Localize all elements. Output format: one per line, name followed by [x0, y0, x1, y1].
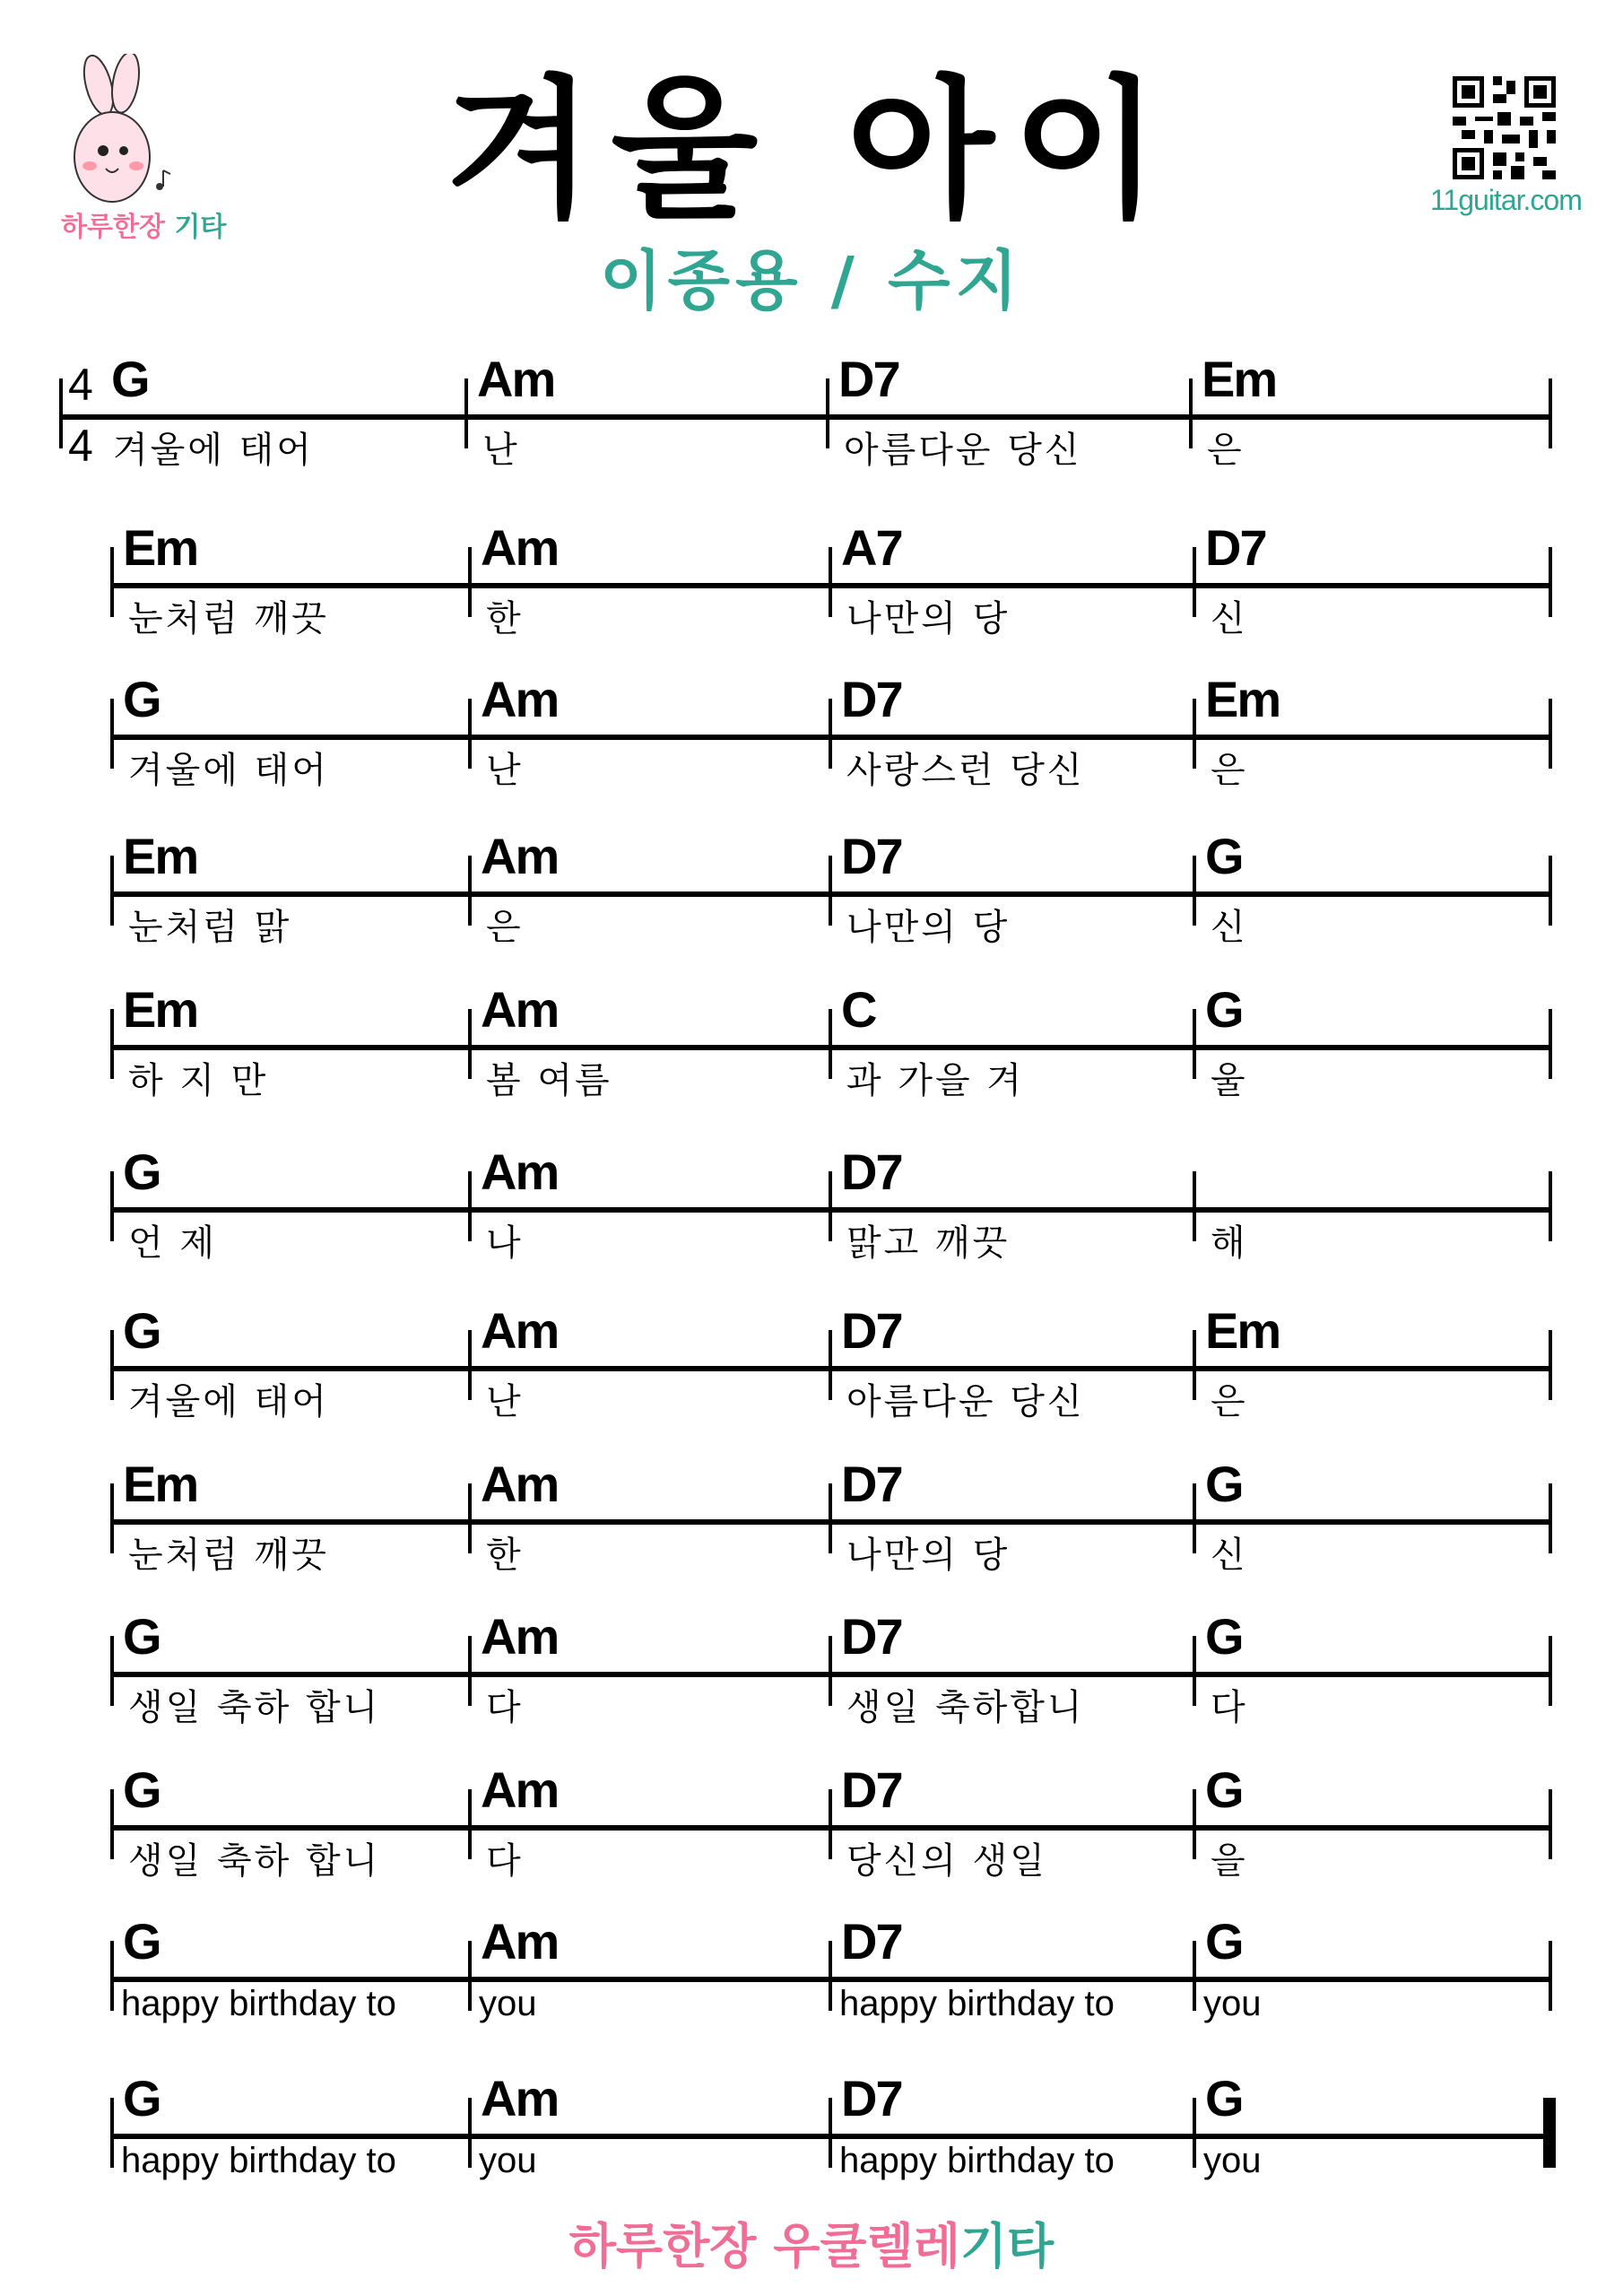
barline: [468, 547, 472, 617]
chord-label: Am: [481, 1302, 559, 1359]
barline: [110, 1636, 114, 1706]
lyric-text: 나만의 당: [846, 598, 1011, 639]
barline: [59, 378, 63, 448]
barline: [1549, 1789, 1552, 1859]
barline: [110, 699, 114, 769]
barline: [829, 1789, 832, 1859]
staff-row: [0, 351, 1623, 549]
barline: [829, 1330, 832, 1400]
lyric-text: 봄 여름: [486, 1060, 612, 1101]
lyric-text: 겨울에 태어: [128, 1381, 329, 1422]
lyric-text: 나만의 당: [846, 1535, 1011, 1576]
chord-label: Am: [481, 2070, 559, 2126]
chord-label: D7: [841, 671, 902, 727]
chord-label: D7: [841, 1302, 902, 1359]
chord-label: Am: [481, 1761, 559, 1818]
lyric-text: 겨울에 태어: [128, 750, 329, 791]
lyric-text: 난: [482, 430, 520, 471]
barline: [1193, 1330, 1196, 1400]
lyric-text: 나만의 당: [846, 907, 1011, 948]
barline: [110, 1009, 114, 1079]
barline: [1193, 547, 1196, 617]
chord-label: Am: [477, 351, 555, 407]
staff-row: [0, 1761, 1623, 1960]
barline: [110, 1483, 114, 1553]
chord-label: G: [123, 671, 161, 727]
lyric-text: 난: [486, 1381, 524, 1422]
lyric-text: 신: [1211, 907, 1248, 948]
staff-row: [0, 1913, 1623, 2111]
staff-row: [0, 828, 1623, 1026]
lyric-text: happy birthday to: [839, 1984, 1115, 2023]
chord-label: G: [1205, 2070, 1243, 2126]
chord-label: Em: [123, 519, 198, 576]
lyric-text: 언 제: [128, 1222, 217, 1264]
barline: [829, 1171, 832, 1241]
barline: [829, 547, 832, 617]
barline: [110, 856, 114, 926]
footer-pink-text: 하루한장 우쿨렐레: [568, 2218, 960, 2274]
lyric-text: 아름다운 당신: [844, 430, 1082, 471]
lyric-text: 신: [1211, 1535, 1248, 1576]
barline: [468, 1330, 472, 1400]
chord-label: Am: [481, 981, 559, 1038]
barline: [468, 2098, 472, 2168]
lyric-text: 울: [1211, 1060, 1248, 1101]
chord-label: Em: [123, 981, 198, 1038]
chord-label: Am: [481, 1608, 559, 1665]
barline: [1549, 1330, 1552, 1400]
lyric-text: 나: [486, 1222, 524, 1264]
staff-row: [0, 1456, 1623, 1654]
chord-label: Am: [481, 671, 559, 727]
chord-label: C: [841, 981, 876, 1038]
lyric-text: 겨울에 태어: [113, 430, 314, 471]
barline: [468, 1636, 472, 1706]
lyric-text: 생일 축하 합니: [128, 1840, 381, 1882]
barline: [110, 547, 114, 617]
barline: [1193, 856, 1196, 926]
lyric-text: you: [1203, 2141, 1262, 2180]
chord-label: G: [123, 1913, 161, 1970]
barline: [1549, 378, 1552, 448]
chord-label: G: [1205, 1608, 1243, 1665]
chord-label: G: [123, 1761, 161, 1818]
barline: [1193, 1636, 1196, 1706]
barline: [1549, 1171, 1552, 1241]
barline: [1549, 699, 1552, 769]
staff-row: [0, 671, 1623, 869]
lyric-text: 은: [1211, 1381, 1248, 1422]
barline: [110, 2098, 114, 2168]
barline: [464, 378, 468, 448]
barline: [468, 856, 472, 926]
barline: [829, 2098, 832, 2168]
barline: [829, 1009, 832, 1079]
chord-label: Em: [1202, 351, 1277, 407]
qr-code-icon[interactable]: [1453, 76, 1556, 179]
lyric-text: 해: [1211, 1222, 1248, 1264]
chord-label: D7: [841, 1913, 902, 1970]
chord-label: Am: [481, 1144, 559, 1200]
barline: [110, 1941, 114, 2011]
chord-label: D7: [841, 1456, 902, 1512]
lyric-text: 다: [486, 1687, 524, 1728]
barline: [1549, 856, 1552, 926]
lyric-text: 과 가을 겨: [846, 1060, 1024, 1101]
staff-row: [0, 1144, 1623, 1342]
barline: [468, 1789, 472, 1859]
lyric-text: 눈처럼 맑: [128, 907, 292, 948]
chord-label: G: [1205, 1761, 1243, 1818]
barline: [829, 1636, 832, 1706]
barline: [468, 1483, 472, 1553]
lyric-text: 생일 축하 합니: [128, 1687, 381, 1728]
lyric-text: 다: [486, 1840, 524, 1882]
lyric-text: you: [479, 2141, 537, 2180]
barline: [1549, 1483, 1552, 1553]
lyric-text: you: [1203, 1984, 1262, 2023]
barline: [1193, 1483, 1196, 1553]
time-signature-bottom: 4: [68, 421, 93, 471]
chord-label: G: [1205, 1456, 1243, 1512]
chord-label: G: [1205, 981, 1243, 1038]
lyric-text: 생일 축하합니: [846, 1687, 1085, 1728]
lyric-text: 한: [486, 598, 524, 639]
footer-teal-text: 기타: [959, 2218, 1055, 2274]
barline: [110, 1330, 114, 1400]
chord-label: Am: [481, 1913, 559, 1970]
lyric-text: 난: [486, 750, 524, 791]
lyric-text: 다: [1211, 1687, 1248, 1728]
barline: [468, 1941, 472, 2011]
chord-label: G: [123, 1302, 161, 1359]
lyric-text: happy birthday to: [839, 2141, 1115, 2180]
barline: [468, 1009, 472, 1079]
lyric-text: 눈처럼 깨끗: [128, 1535, 329, 1576]
barline: [829, 1483, 832, 1553]
artist-name: 이종용 / 수지: [599, 243, 1024, 318]
barline: [468, 1171, 472, 1241]
chord-label: Em: [1205, 671, 1280, 727]
barline: [1193, 1789, 1196, 1859]
brand-teal-text: 기타: [174, 212, 227, 243]
staff-row: [0, 1302, 1623, 1500]
lyric-text: 맑고 깨끗: [846, 1222, 1011, 1264]
barline: [829, 1941, 832, 2011]
barline: [1549, 547, 1552, 617]
lyric-text: happy birthday to: [121, 1984, 396, 2023]
lyric-text: 을: [1211, 1840, 1248, 1882]
lyric-text: 사랑스런 당신: [846, 750, 1085, 791]
barline: [110, 1789, 114, 1859]
chord-label: D7: [841, 1144, 902, 1200]
chord-label: D7: [838, 351, 899, 407]
barline: [829, 856, 832, 926]
barline: [1189, 378, 1193, 448]
chord-label: Am: [481, 1456, 559, 1512]
time-signature-top: 4: [68, 360, 93, 410]
chord-label: D7: [841, 828, 902, 884]
chord-label: G: [1205, 1913, 1243, 1970]
barline: [1193, 1171, 1196, 1241]
chord-label: Em: [1205, 1302, 1280, 1359]
staff-row: [0, 981, 1623, 1179]
site-url[interactable]: 11guitar.com: [1430, 184, 1582, 216]
final-barline: [1543, 2098, 1556, 2168]
lyric-text: 은: [1207, 430, 1245, 471]
chord-label: D7: [841, 1608, 902, 1665]
lyric-text: 신: [1211, 598, 1248, 639]
barline: [110, 1171, 114, 1241]
chord-label: D7: [841, 1761, 902, 1818]
chord-label: D7: [1205, 519, 1266, 576]
barline: [1549, 1009, 1552, 1079]
chord-label: D7: [841, 2070, 902, 2126]
barline: [1549, 1941, 1552, 2011]
song-title: 겨울 아이: [445, 62, 1178, 239]
staff-line: [59, 414, 1552, 420]
chord-label: G: [123, 2070, 161, 2126]
barline: [1193, 1009, 1196, 1079]
brand-pink-text: 하루한장: [61, 212, 165, 243]
barline: [829, 699, 832, 769]
chord-label: Em: [123, 828, 198, 884]
barline: [1193, 1941, 1196, 2011]
lyric-text: 아름다운 당신: [846, 1381, 1085, 1422]
barline: [468, 699, 472, 769]
chord-label: Am: [481, 828, 559, 884]
chord-label: G: [111, 351, 149, 407]
lyric-text: 하 지 만: [128, 1060, 269, 1101]
chord-label: Am: [481, 519, 559, 576]
lyric-text: 은: [1211, 750, 1248, 791]
staff-row: [0, 519, 1623, 718]
barline: [1549, 1636, 1552, 1706]
chord-label: Em: [123, 1456, 198, 1512]
lyric-text: 한: [486, 1535, 524, 1576]
lyric-text: 눈처럼 깨끗: [128, 598, 329, 639]
barline: [1193, 699, 1196, 769]
lyric-text: 은: [486, 907, 524, 948]
chord-label: G: [123, 1144, 161, 1200]
staff-row: [0, 1608, 1623, 1806]
chord-label: A7: [841, 519, 902, 576]
lyric-text: you: [479, 1984, 537, 2023]
chord-label: G: [1205, 828, 1243, 884]
chord-label: G: [123, 1608, 161, 1665]
footer-brand: [0, 2208, 1623, 2277]
barline: [826, 378, 829, 448]
lyric-text: 당신의 생일: [846, 1840, 1047, 1882]
barline: [1193, 2098, 1196, 2168]
lyric-text: happy birthday to: [121, 2141, 396, 2180]
